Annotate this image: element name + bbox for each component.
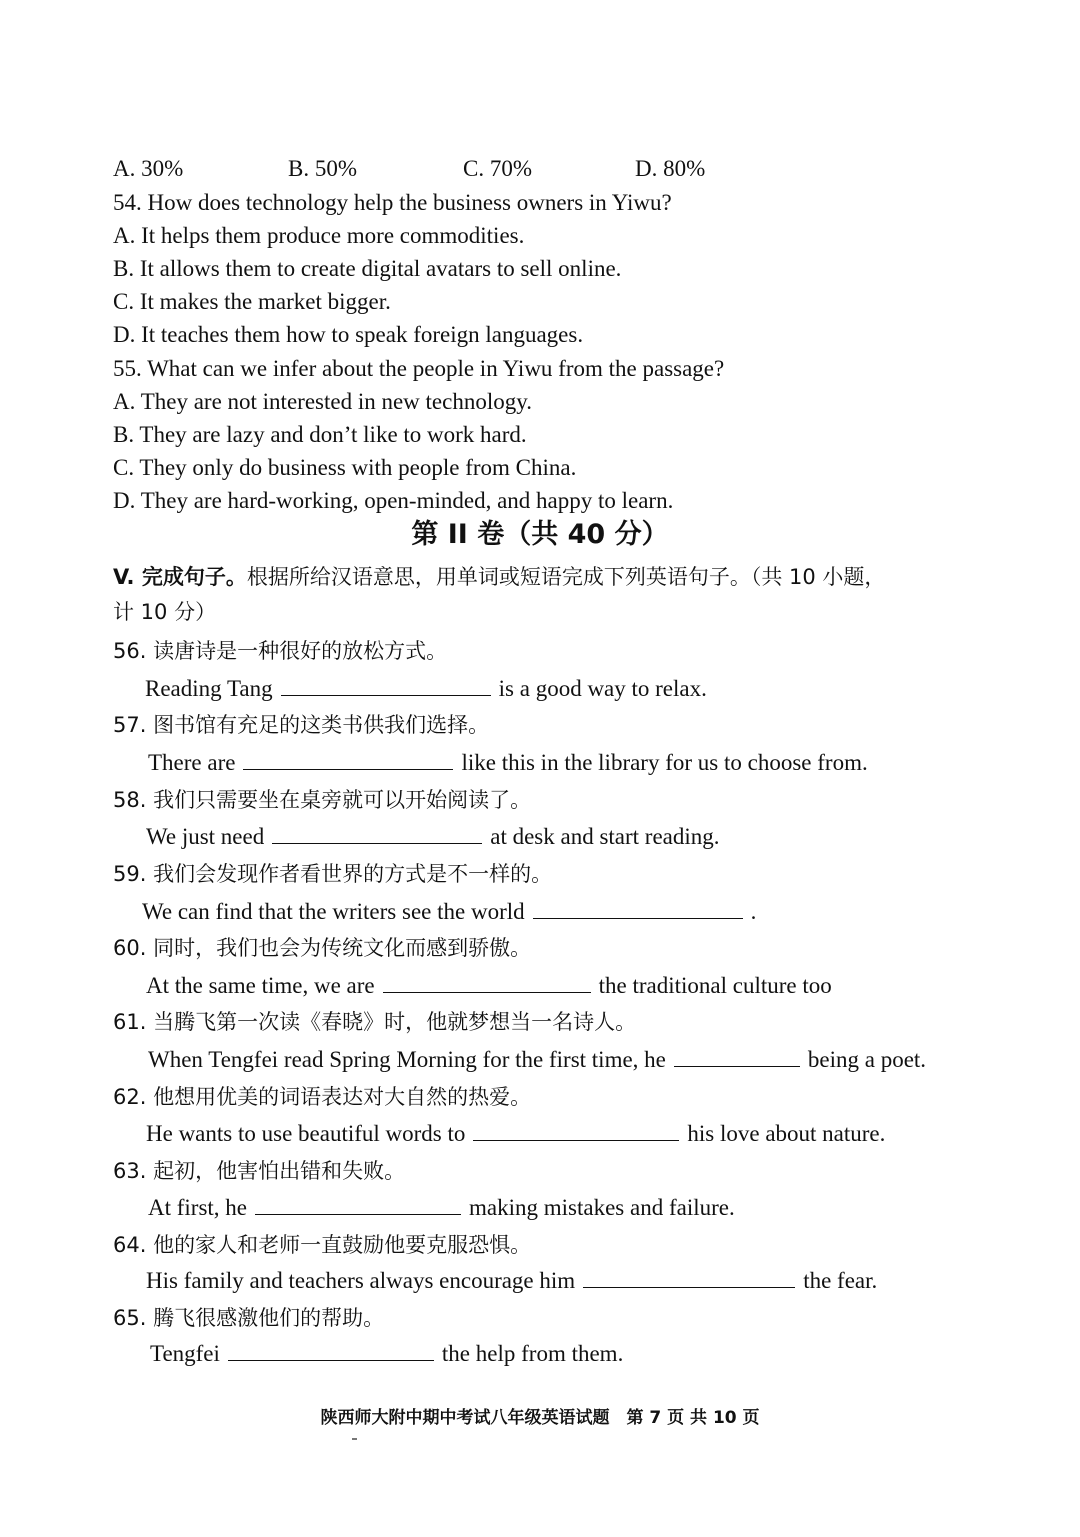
item-61-prefix: When Tengfei read Spring Morning for the first time, he <box>148 1047 666 1072</box>
item-58-suffix: at desk and start reading. <box>490 824 720 849</box>
q53-option-a: A. 30% <box>113 156 184 181</box>
item-64-chinese: 64. 他的家人和老师一直鼓励他要克服恐惧。 <box>113 1233 532 1257</box>
item-60-suffix: the traditional culture too <box>598 973 832 998</box>
item-58-blank[interactable] <box>272 823 482 844</box>
item-65-chinese: 65. 腾飞很感激他们的帮助。 <box>113 1306 385 1330</box>
section-title: 第 II 卷（共 40 分） <box>411 519 669 550</box>
section-v-instructions <box>113 562 885 592</box>
item-65-english <box>150 1339 623 1369</box>
item-61-suffix: being a poet. <box>807 1047 927 1072</box>
item-56-english <box>145 674 707 704</box>
q55-option-d: D. They are hard-working, open-minded, and happy to learn. <box>113 488 674 513</box>
q55-option-b: B. They are lazy and don’t like to work hard. <box>113 422 527 447</box>
item-61-chinese: 61. 当腾飞第一次读《春晓》时，他就梦想当一名诗人。 <box>113 1010 637 1034</box>
item-56-suffix: is a good way to relax. <box>498 676 707 701</box>
item-57-suffix: like this in the library for us to choose from. <box>461 750 868 775</box>
item-63-chinese: 63. 起初，他害怕出错和失败。 <box>113 1159 406 1183</box>
q54-option-b: B. It allows them to create digital avatars to sell online. <box>113 256 622 281</box>
item-62-chinese: 62. 他想用优美的词语表达对大自然的热爱。 <box>113 1085 532 1109</box>
item-64-suffix: the fear. <box>803 1268 878 1293</box>
item-64-english <box>146 1266 877 1296</box>
q55-option-c: C. They only do business with people from China. <box>113 455 577 480</box>
q54-option-d: D. It teaches them how to speak foreign languages. <box>113 322 584 347</box>
item-60-prefix: At the same time, we are <box>146 973 375 998</box>
scan-speck <box>352 1438 357 1440</box>
q54-option-c: C. It makes the market bigger. <box>113 289 391 314</box>
section-v-text: 根据所给汉语意思，用单词或短语完成下列英语句子。（共 10 小题， <box>246 565 886 589</box>
item-62-english <box>146 1119 885 1149</box>
item-59-prefix: We can find that the writers see the world <box>142 899 525 924</box>
item-57-english <box>148 748 868 778</box>
item-58-chinese: 58. 我们只需要坐在桌旁就可以开始阅读了。 <box>113 788 532 812</box>
item-64-prefix: His family and teachers always encourage him <box>146 1268 576 1293</box>
item-60-english <box>146 971 832 1001</box>
item-61-blank[interactable] <box>674 1046 800 1067</box>
q53-option-c: C. 70% <box>463 156 532 181</box>
q55-option-a: A. They are not interested in new technology. <box>113 389 532 414</box>
item-57-blank[interactable] <box>243 749 453 770</box>
item-59-blank[interactable] <box>533 898 743 919</box>
item-64-blank[interactable] <box>583 1267 795 1288</box>
item-59-chinese: 59. 我们会发现作者看世界的方式是不一样的。 <box>113 862 553 886</box>
item-63-suffix: making mistakes and failure. <box>469 1195 735 1220</box>
item-57-chinese: 57. 图书馆有充足的这类书供我们选择。 <box>113 713 490 737</box>
item-59-suffix: . <box>750 899 757 924</box>
item-65-prefix: Tengfei <box>150 1341 220 1366</box>
item-65-suffix: the help from them. <box>441 1341 624 1366</box>
item-59-english <box>142 897 756 927</box>
item-57-prefix: There are <box>148 750 236 775</box>
q54-option-a: A. It helps them produce more commodities. <box>113 223 525 248</box>
item-63-prefix: At first, he <box>148 1195 248 1220</box>
item-62-blank[interactable] <box>473 1120 679 1141</box>
section-v-label: V. 完成句子。 <box>113 565 247 589</box>
item-56-prefix: Reading Tang <box>145 676 273 701</box>
item-62-suffix: his love about nature. <box>687 1121 886 1146</box>
page-footer: 陕西师大附中期中考试八年级英语试题 第 7 页 共 10 页 <box>320 1408 760 1428</box>
q53-option-d: D. 80% <box>635 156 706 181</box>
q55-stem: 55. What can we infer about the people in Yiwu from the passage? <box>113 356 725 381</box>
section-v-instructions-cont: 计 10 分） <box>113 600 217 624</box>
item-63-english <box>148 1193 735 1223</box>
item-58-english <box>146 822 720 852</box>
item-62-prefix: He wants to use beautiful words to <box>146 1121 466 1146</box>
item-61-english <box>148 1045 926 1075</box>
q53-option-b: B. 50% <box>288 156 357 181</box>
item-56-blank[interactable] <box>281 675 491 696</box>
item-56-chinese: 56. 读唐诗是一种很好的放松方式。 <box>113 639 448 663</box>
item-60-blank[interactable] <box>383 972 591 993</box>
item-58-prefix: We just need <box>146 824 265 849</box>
item-60-chinese: 60. 同时，我们也会为传统文化而感到骄傲。 <box>113 936 532 960</box>
item-63-blank[interactable] <box>255 1194 461 1215</box>
item-65-blank[interactable] <box>228 1340 434 1361</box>
q54-stem: 54. How does technology help the business owners in Yiwu? <box>113 190 672 215</box>
